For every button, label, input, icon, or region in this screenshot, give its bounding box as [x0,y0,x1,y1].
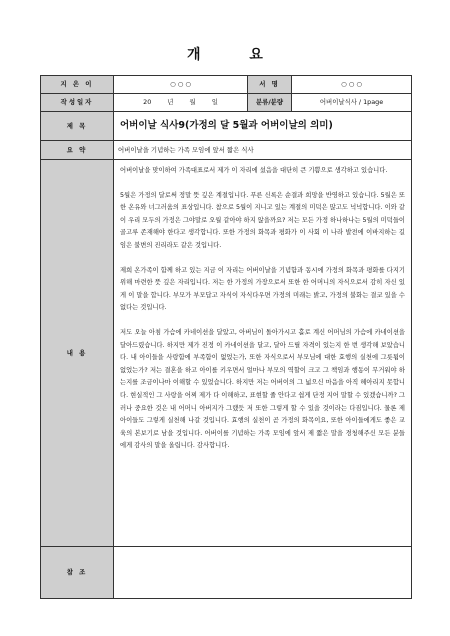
page-title: 개 요 [187,47,285,63]
signer-label: 서 명 [248,76,292,94]
date-value: 20 년 월 일 [114,94,248,112]
date-label: 작성일자 [41,94,114,112]
content-paragraph-4: 저도 오늘 아침 가슴에 카네이션을 달았고, 아버님이 돌아가시고 홀로 계신 어머님의 가슴에 카네이션을 달아드렸습니다. 하지만 제가 진정 이 카네이션을 달고, 달아 드릴 자격이 있는지 한 번 생각해 보았습니다. 내 아이들을 사랑함에 부족함이 없었는가, 또한 자식으로서 부모님에 대한 효행의 실천에 그릇됨이 없었는가? 저는 결혼을 하고 아이를 키우면서 얼마나 부모의 역할이 크고 그 책임과 행동이 무거워야 하는지를 조금이나마 이해할 수 있었습니다. 하지만 저는 어버이의 그 넓으신 마음을 아직 헤아리지 못합니다. 현실적인 그 사랑을 어찌 제가 다 이해하고, 표현할 줄 안다고 쉽게 단정 지어 말할 수 있겠습니까? 그러나 중요한 것은 내 어머니 아버지가 그랬듯 저 또한 그렇게 할 수 있을 것이라는 다짐입니다. 물론 제 아이들도 그렇게 실천해 나갈 것입니다. 효행의 실천이 곧 가정의 화목이요, 또한 아이들에게도 좋은 교육의 본보기로 남을 것입니다. 어버이를 기념하는 가족 모임에 앞서 제 짧은 말을 경청해주신 모든 분들에게 감사의 말을 올립니다. 감사합니다. [120,328,406,450]
reference-value [114,547,412,599]
date-row [41,94,412,112]
subject-label: 제 목 [41,112,114,141]
summary-row [41,141,412,160]
reference-label: 참 조 [41,547,114,599]
category-value: 어버이날식사 / 1page [292,94,412,112]
subject-row [41,112,412,141]
reference-row [41,547,412,599]
summary-form-table [40,75,412,599]
content-paragraph-3: 제희 온가족이 함께 하고 있는 지금 이 자리는 어버이날을 기념함과 동시에 가정의 화목과 평화를 다지기 위해 마련한 뜻 깊은 자리입니다. 저는 한 가정의 가장으로서 또한 한 어머니의 자식으로서 감히 자신 있게 이 말을 합니다. 부모가 부모답고 자식이 자식다우면 가정의 미래는 밝고, 가정의 불화는 결코 있을 수 없다는 것입니다. [120,266,406,312]
author-row [41,76,412,94]
content-paragraph-1: 어버이날을 맞이하여 가족대표로서 제가 이 자리에 섰음을 대단히 큰 기쁨으로 생각하고 있습니다. [120,167,388,174]
content-body [114,160,412,547]
author-label: 지 은 이 [41,76,114,94]
category-label: 분류/분량 [248,94,292,112]
summary-label: 요 약 [41,141,114,160]
content-label: 내 용 [41,160,114,547]
subject-value: 어버이날 식사9(가정의 달 5월과 어버이날의 의미) [114,112,412,141]
signer-value: ○ ○ ○ [292,76,412,94]
content-paragraph-2: 5월은 가정의 달로써 정말 뜻 깊은 계절입니다. 푸른 신록은 순결과 희망을 반영하고 있습니다. 5월은 또한 온유와 너그러움의 표상입니다. 참으로 5월이 지니고 있는 계절의 미덕은 많고도 넉넉합니다. 이와 같이 우리 모두의 가정은 그야말로 오월 같아야 하지 않을까요? 저는 모든 가정 하나하나는 5월의 미덕들이 골고루 존재해야 한다고 생각합니다. 또한 가정의 화목과 평화가 이 사회 이 나라 발전에 이바지하는 길임은 불변의 진리라도 같은 것입니다. [120,191,406,249]
author-value: ○ ○ ○ [114,76,248,94]
summary-value: 어버이날을 기념하는 가족 모임에 앞서 짧은 식사 [114,141,412,160]
content-row [41,160,412,547]
